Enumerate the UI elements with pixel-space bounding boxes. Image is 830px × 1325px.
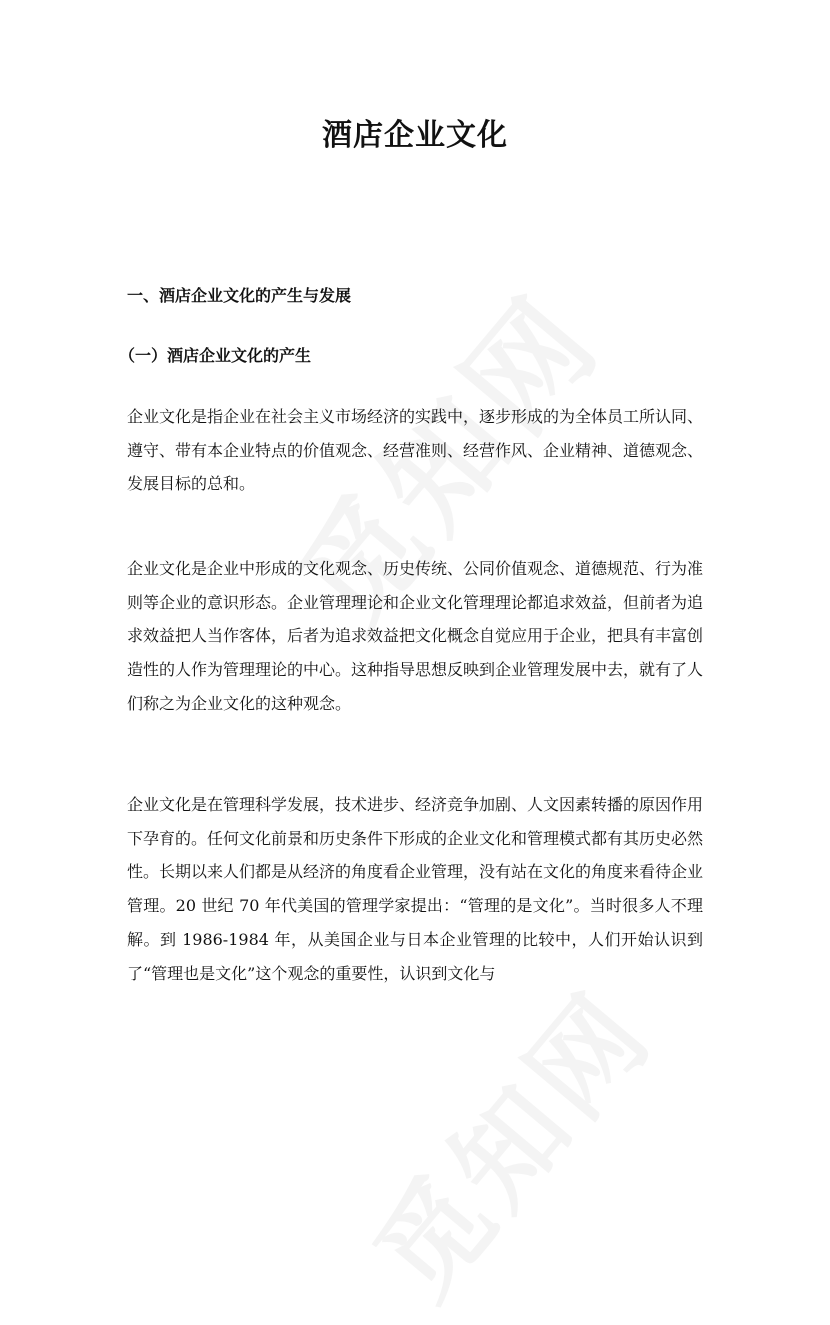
body-paragraph-2: 企业文化是企业中形成的文化观念、历史传统、公同价值观念、道德规范、行为准则等企业的意识形态。企业管理理论和企业文化管理理论都追求效益，但前者为追求效益把人当作客体，后者为追求效益把文化概念自觉应用于企业，把具有丰富创造性的人作为管理理论的中心。这种指导思想反映到企业管理发展中去，就有了人们称之为企业文化的这种观念。 bbox=[127, 559, 704, 713]
section-heading: 一、酒店企业文化的产生与发展 bbox=[127, 286, 352, 305]
document-title: 酒店企业文化 bbox=[322, 118, 508, 153]
body-paragraph-1: 企业文化是指企业在社会主义市场经济的实践中，逐步形成的为全体员工所认同、遵守、带有本企业特点的价值观念、经营准则、经营作风、企业精神、道德观念、发展目标的总和。 bbox=[127, 407, 704, 494]
watermark bbox=[333, 953, 682, 1325]
body-paragraph-3: 企业文化是在管理科学发展，技术进步、经济竞争加剧、人文因素转播的原因作用下孕育的。任何文化前景和历史条件下形成的企业文化和管理模式都有其历史必然性。长期以来人们都是从经济的角度看企业管理，没有站在文化的角度来看待企业管理。20 世纪 70 年代美国的管理学家提出：“管理的是文化”。当时很多人不理解。到 1986-1984 年，从美国企业与日本企业管理的比较中，人们开始认识到了“管理也是文化”这个观念的重要性，认识到文化与 bbox=[127, 795, 704, 983]
subsection-heading: （一）酒店企业文化的产生 bbox=[119, 346, 312, 365]
